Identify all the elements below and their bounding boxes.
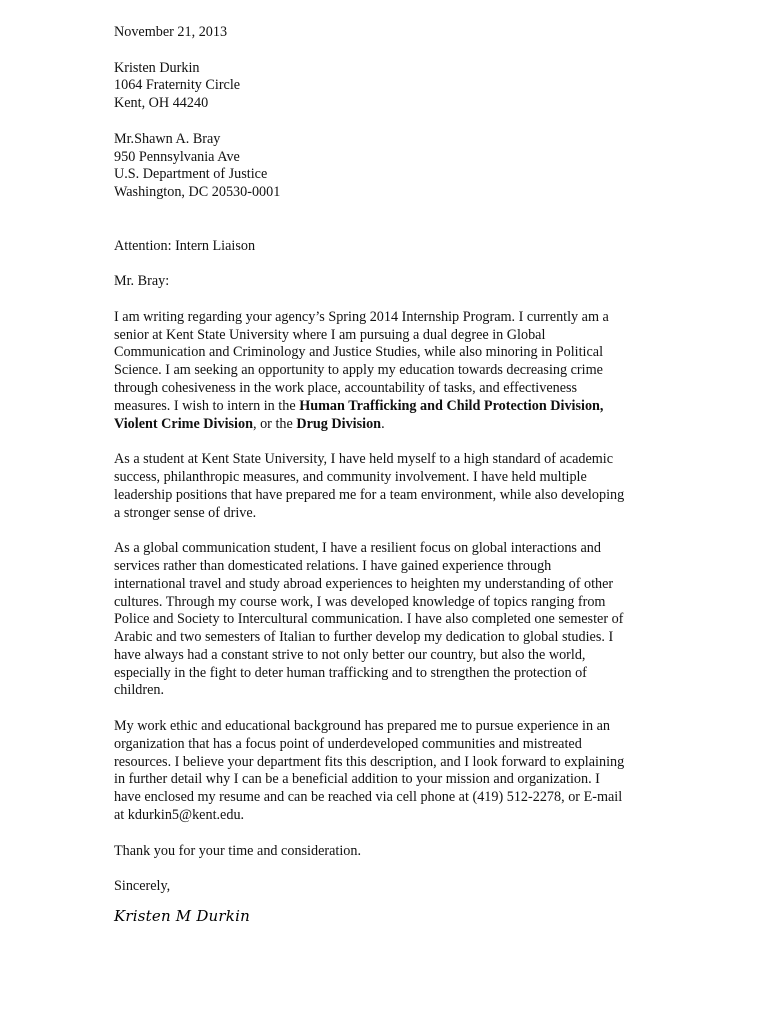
sender-street: 1064 Fraternity Circle — [114, 77, 241, 94]
paragraph-line: through cohesiveness in the work place, accountability of tasks, and effectiveness — [114, 379, 578, 396]
paragraph-line: Police and Society to Intercultural communication. I have also completed one semester of — [114, 611, 624, 628]
letter-date — [114, 24, 644, 42]
paragraph-line: in further detail why I can be a beneficial addition to your mission and organization. I — [114, 771, 600, 788]
paragraph-line: organization that has a focus point of underdeveloped communities and mistreated — [114, 735, 582, 752]
paragraph-line: Science. I am seeking an opportunity to apply my education towards decreasing crime — [114, 362, 603, 379]
paragraph-line: international travel and study abroad experiences to heighten my understanding of other — [114, 575, 614, 592]
paragraph-line: senior at Kent State University where I am pursuing a dual degree in Global — [114, 326, 546, 343]
paragraph-4 — [114, 718, 644, 825]
paragraph-line: especially in the fight to deter human trafficking and to strengthen the protection of — [114, 664, 587, 681]
paragraph-line: resources. I believe your department fits this description, and I look forward to explaining — [114, 753, 625, 770]
letter-page — [114, 24, 644, 926]
paragraph-line: Arabic and two semesters of Italian to further develop my dedication to global studies. I — [114, 629, 614, 646]
paragraph-line: at kdurkin5@kent.edu. — [114, 807, 245, 824]
paragraph-line: services rather than domesticated relations. I have gained experience through — [114, 557, 552, 574]
inline-text: measures. I wish to intern in the — [114, 397, 300, 414]
division-name-drug: Drug Division — [296, 415, 382, 432]
paragraph-line: As a global communication student, I have a resilient focus on global interactions and — [114, 540, 601, 557]
recipient-street: 950 Pennsylvania Ave — [114, 148, 240, 165]
attention-text: Attention: Intern Liaison — [114, 237, 256, 254]
sender-name: Kristen Durkin — [114, 59, 200, 76]
closing-text: Sincerely, — [114, 878, 171, 895]
paragraph-line — [114, 416, 644, 434]
signature: Kristen M Durkin — [114, 907, 250, 926]
recipient-name: Mr.Shawn A. Bray — [114, 130, 221, 147]
sender-city: Kent, OH 44240 — [114, 95, 209, 112]
paragraph-2 — [114, 451, 644, 522]
closing — [114, 878, 644, 896]
recipient-organization: U.S. Department of Justice — [114, 166, 268, 183]
paragraph-line: leadership positions that have prepared me for a team environment, while also developing — [114, 486, 625, 503]
inline-text: . — [381, 415, 385, 432]
paragraph-line: As a student at Kent State University, I have held myself to a high standard of academic — [114, 451, 614, 468]
recipient-address — [114, 131, 644, 202]
paragraph-5 — [114, 843, 644, 861]
paragraph-line: Thank you for your time and consideration. — [114, 842, 362, 859]
recipient-city: Washington, DC 20530-0001 — [114, 184, 281, 201]
paragraph-line: have enclosed my resume and can be reached via cell phone at (419) 512-2278, or E-mail — [114, 789, 623, 806]
division-name-human-trafficking: Human Trafficking and Child Protection Division, — [299, 397, 604, 414]
division-name-violent-crime: Violent Crime Division — [114, 415, 253, 432]
paragraph-line: a stronger sense of drive. — [114, 504, 257, 521]
paragraph-1 — [114, 309, 644, 434]
paragraph-line: Communication and Criminology and Justice Studies, while also minoring in Political — [114, 344, 604, 361]
date-text: November 21, 2013 — [114, 24, 228, 40]
salutation-text: Mr. Bray: — [114, 273, 170, 290]
paragraph-line: success, philanthropic measures, and community involvement. I have held multiple — [114, 468, 587, 485]
inline-text: , or the — [252, 415, 297, 432]
attention-line — [114, 238, 644, 256]
sender-address — [114, 60, 644, 113]
paragraph-line: My work ethic and educational background has prepared me to pursue experience in an — [114, 718, 610, 735]
paragraph-line: children. — [114, 682, 165, 699]
salutation — [114, 273, 644, 291]
paragraph-line: I am writing regarding your agency’s Spring 2014 Internship Program. I currently am a — [114, 308, 609, 325]
paragraph-line: cultures. Through my course work, I was developed knowledge of topics ranging from — [114, 593, 606, 610]
paragraph-line — [114, 398, 644, 416]
paragraph-line: have always had a constant strive to not only better our country, but also the world, — [114, 646, 586, 663]
paragraph-3 — [114, 540, 644, 700]
